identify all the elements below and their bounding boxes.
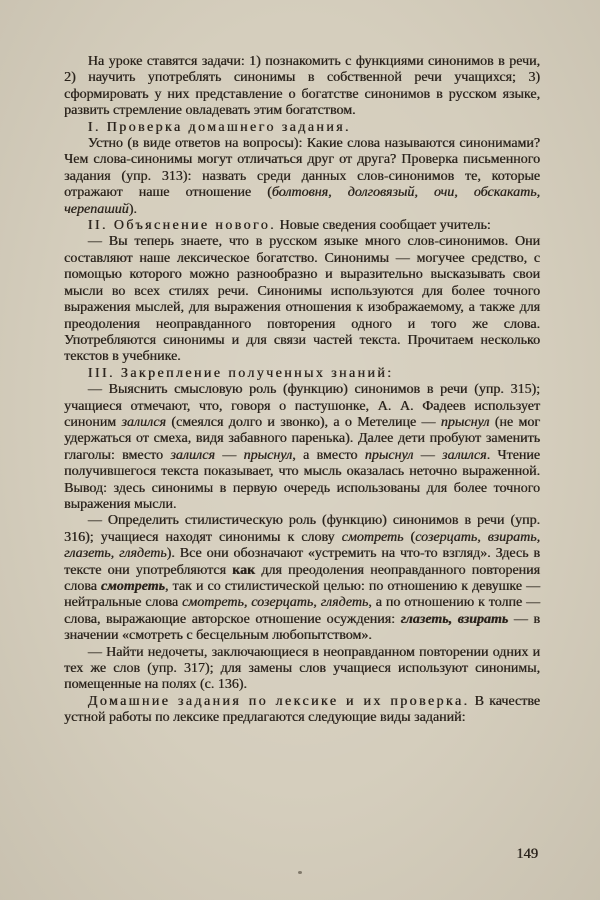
text-run-bi: смотреть bbox=[100, 579, 165, 594]
text-run: На уроке ставятся задачи: 1) познакомить с функциями синонимов в речи, 2) научить употреблять синонимы в собственной речи учащихся; 3) сформировать у них представление о богатстве синонимов в русском языке, развить стремление овладевать этим богатством. bbox=[64, 54, 540, 119]
text-run-i: смотреть, созерцать, глядеть bbox=[181, 595, 369, 611]
paragraph bbox=[64, 382, 540, 513]
text-run-i: прыснул bbox=[243, 447, 293, 463]
text-run-i: прыснул bbox=[440, 414, 490, 430]
text-run: — Выяснить смысловую роль (функцию) синонимов в речи (упр. 315); учащиеся отмечают, что, говоря о пастушонке, А. А. Фадеев использует синоним bbox=[64, 382, 540, 430]
text-run-i: залился bbox=[121, 414, 166, 430]
text-run: ( bbox=[403, 529, 416, 545]
text-run-i: прыснул bbox=[364, 447, 414, 463]
scan-artifact bbox=[298, 871, 302, 874]
text-run: (смеялся долго и звонко), а о Метелице — bbox=[165, 414, 441, 430]
text-run: — bbox=[413, 447, 442, 463]
text-run: , а вместо bbox=[292, 447, 365, 463]
text-run-sp: I. Проверка домашнего задания. bbox=[87, 119, 351, 135]
paragraph bbox=[64, 120, 540, 136]
paragraph bbox=[64, 54, 540, 120]
text-run: для преодоления неоправданного повторения слова bbox=[64, 562, 540, 594]
text-run: ). Все они обозначают «устремить на что-то взгляд». Здесь в тексте они употребляются bbox=[64, 546, 540, 578]
text-run: . Чтение получившегося текста показывает, что мысль оказалась неточно выраженной. Вывод: здесь синонимы в первую очередь использованы для более точного выражения мысли. bbox=[64, 447, 541, 512]
text-run-sp: III. Закрепление полученных знаний: bbox=[87, 365, 394, 381]
text-run: ). bbox=[128, 201, 137, 217]
text-run-bi: глазеть, взирать bbox=[400, 611, 509, 627]
text-run: Устно (в виде ответов на вопросы): Какие слова называются синонимами? Чем слова-синонимы могут отличаться друг от друга? Проверка письменного задания (упр. 313): назвать среди данных слов-синонимов те, которые отражают наше отношение ( bbox=[64, 136, 540, 201]
text-run: — bbox=[214, 447, 244, 463]
text-run-i: болтовня, долговязый, очи, обскакать, черепаший bbox=[64, 185, 540, 217]
text-run-i: залился bbox=[441, 447, 487, 463]
paragraph bbox=[64, 218, 540, 234]
paragraph bbox=[64, 694, 540, 727]
text-run: — Определить стилистическую роль (функцию) синонимов в речи (упр. 316); учащиеся находят синонимы к слову bbox=[64, 513, 540, 545]
text-run-i: смотреть bbox=[341, 529, 404, 545]
text-run: В качестве устной работы по лексике предлагаются следующие виды заданий: bbox=[64, 693, 540, 726]
text-run: (не мог удержаться от смеха, видя забавного паренька). Далее дети пробуют заменить глаголы: вместо bbox=[64, 414, 540, 463]
page-text bbox=[64, 54, 540, 727]
text-run-b: как bbox=[232, 562, 256, 578]
text-run-i: залился bbox=[170, 447, 215, 463]
text-run: Новые сведения сообщает учитель: bbox=[276, 218, 491, 234]
text-run: — в значении «смотреть с бесцельным любопытством». bbox=[64, 611, 540, 644]
paragraph bbox=[64, 366, 540, 382]
page-number: 149 bbox=[516, 846, 538, 862]
text-run-sp: II. Объяснение нового. bbox=[87, 218, 277, 234]
paragraph bbox=[64, 136, 540, 218]
text-run: — Вы теперь знаете, что в русском языке много слов-синонимов. Они составляют наше лексическое богатство. Синонимы — могучее средство, с помощью которого можно разнообразно и выразительно высказывать свои мысли во всех стилях речи. Синонимы используются для более точного выражения мыслей, для выражения отношения к изображаемому, а также для преодоления неоправданного повторения одного и того же слова. Употребляются синонимы и для связи частей текста. Прочитаем несколько текстов в учебнике. bbox=[64, 234, 540, 365]
text-run: , так и со стилистической целью: по отношению к девушке — нейтральные слова bbox=[64, 579, 540, 611]
paragraph bbox=[64, 513, 540, 644]
text-run: — Найти недочеты, заключающиеся в неоправданном повторении одних и тех же слов (упр. 317); для замены слов учащиеся используют синонимы, помещенные на полях (с. 136). bbox=[64, 644, 540, 693]
paragraph bbox=[64, 234, 540, 365]
paragraph bbox=[64, 645, 540, 694]
text-run-sp: Домашние задания по лексике и их проверка. bbox=[87, 693, 470, 709]
text-run-i: созерцать, взирать, глазеть, глядеть bbox=[64, 529, 540, 562]
text-run: , а по отношению к толпе — слова, выражающие авторское отношение осуждения: bbox=[64, 595, 541, 627]
